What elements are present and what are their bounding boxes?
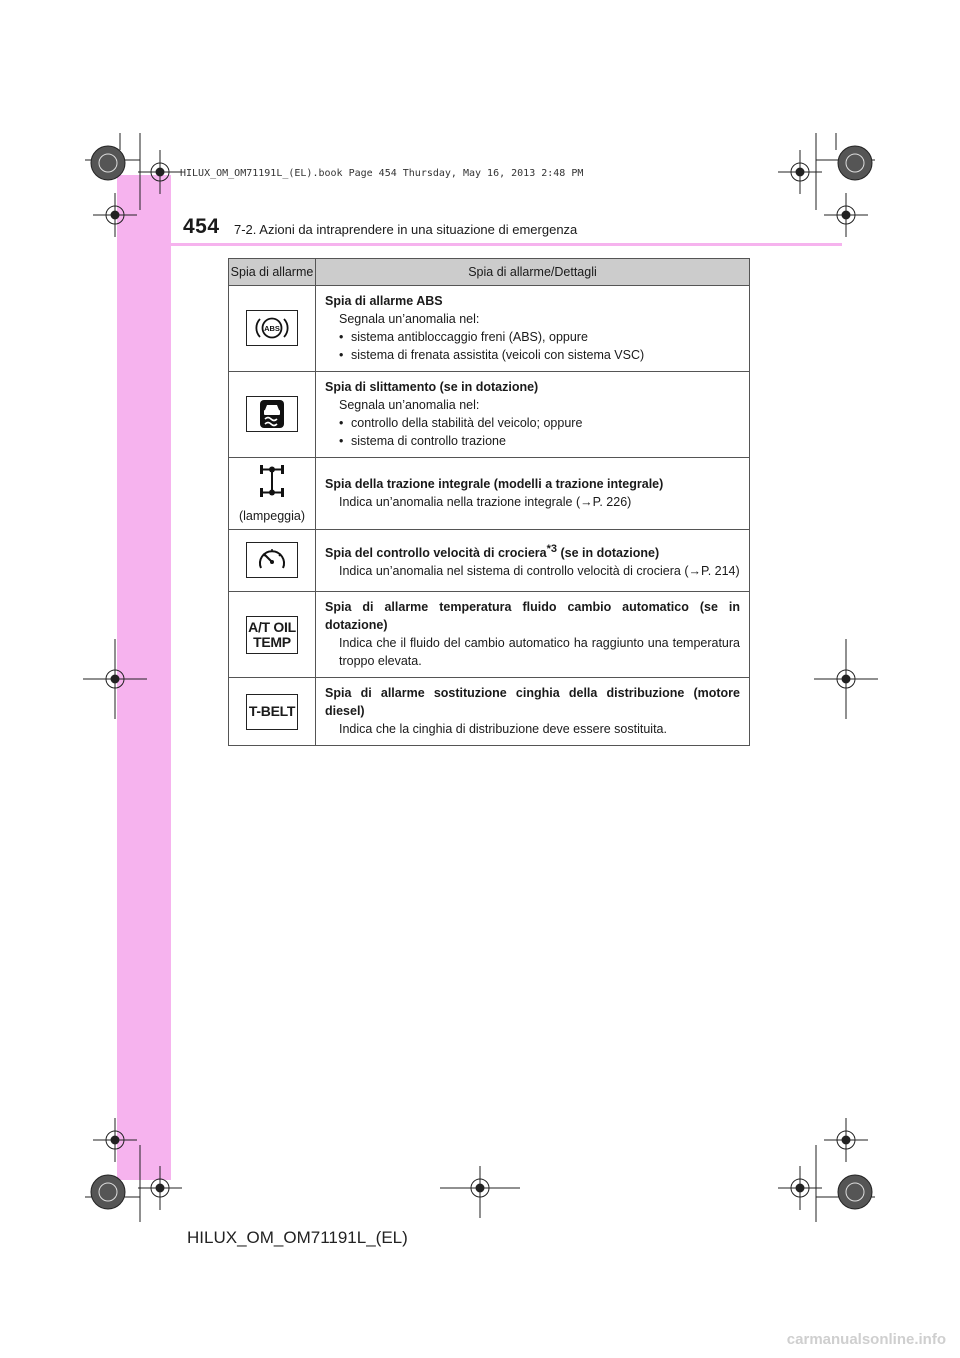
side-color-strip <box>117 175 171 1180</box>
column-header-light: Spia di allarme <box>229 259 316 286</box>
row-title: Spia di allarme ABS <box>325 294 443 308</box>
table-row <box>229 372 750 458</box>
list-item: • sistema antibloccaggio freni (ABS), oppure <box>339 328 740 346</box>
row-title-text: Spia del controllo velocità di crociera <box>325 546 547 561</box>
list-item: • sistema di controllo trazione <box>339 432 740 450</box>
slip-indicator-icon <box>246 396 298 432</box>
table-row <box>229 286 750 372</box>
row-title: Spia della trazione integrale (modelli a trazione integrale) <box>325 477 664 491</box>
row-title <box>325 540 740 562</box>
four-wheel-drive-icon <box>246 462 298 500</box>
table-row <box>229 592 750 678</box>
section-title: 7-2. Azioni da intraprendere in una situazione di emergenza <box>234 222 578 237</box>
row-title: Spia di allarme temperatura fluido cambio automatico (se in dotazione) <box>325 600 740 632</box>
abs-warning-icon <box>246 310 298 346</box>
page-number: 454 <box>183 215 220 238</box>
row-description: Segnala un’anomalia nel: <box>339 398 480 412</box>
row-title-suffix: (se in dotazione) <box>557 546 660 561</box>
row-bullets <box>325 414 740 450</box>
footnote-marker: *3 <box>546 542 558 555</box>
t-belt-icon <box>246 694 298 730</box>
column-header-details: Spia di allarme/Dettagli <box>316 259 750 286</box>
table-header-row <box>229 259 750 286</box>
row-description: Indica che la cinghia di distribuzione deve essere sostituita. <box>339 722 667 736</box>
row-description: Indica che il fluido del cambio automatico ha raggiunto una temperatura troppo elevata. <box>339 636 740 668</box>
row-description: Indica un’anomalia nel sistema di controllo velocità di crociera (→P. 214) <box>339 564 740 579</box>
table-row <box>229 530 750 592</box>
table-row <box>229 458 750 530</box>
row-description: Indica un’anomalia nella trazione integrale (→P. 226) <box>339 495 632 509</box>
warning-lights-table <box>228 258 750 746</box>
icon-caption: (lampeggia) <box>238 509 305 523</box>
header-rule <box>117 243 842 246</box>
site-watermark[interactable]: carmanualsonline.info <box>786 1331 946 1348</box>
icon-text-line1: A/T OIL <box>248 618 296 635</box>
row-bullets <box>325 328 740 364</box>
row-title: Spia di allarme sostituzione cinghia della distribuzione (motore diesel) <box>325 686 740 718</box>
at-oil-temp-icon <box>246 616 298 654</box>
icon-text: T-BELT <box>248 703 296 719</box>
row-title: Spia di slittamento (se in dotazione) <box>325 380 539 394</box>
footer-code: HILUX_OM_OM71191L_(EL) <box>187 1228 408 1247</box>
table-row <box>229 678 750 746</box>
row-description: Segnala un’anomalia nel: <box>339 312 480 326</box>
cruise-control-icon <box>246 542 298 578</box>
icon-text-line2: TEMP <box>253 633 291 650</box>
abs-icon-label: ABS <box>264 324 280 333</box>
list-item: • sistema di frenata assistita (veicoli con sistema VSC) <box>339 346 740 364</box>
list-item: • controllo della stabilità del veicolo; oppure <box>339 414 740 432</box>
book-info-line: HILUX_OM_OM71191L_(EL).book Page 454 Thursday, May 16, 2013 2:48 PM <box>180 168 584 179</box>
